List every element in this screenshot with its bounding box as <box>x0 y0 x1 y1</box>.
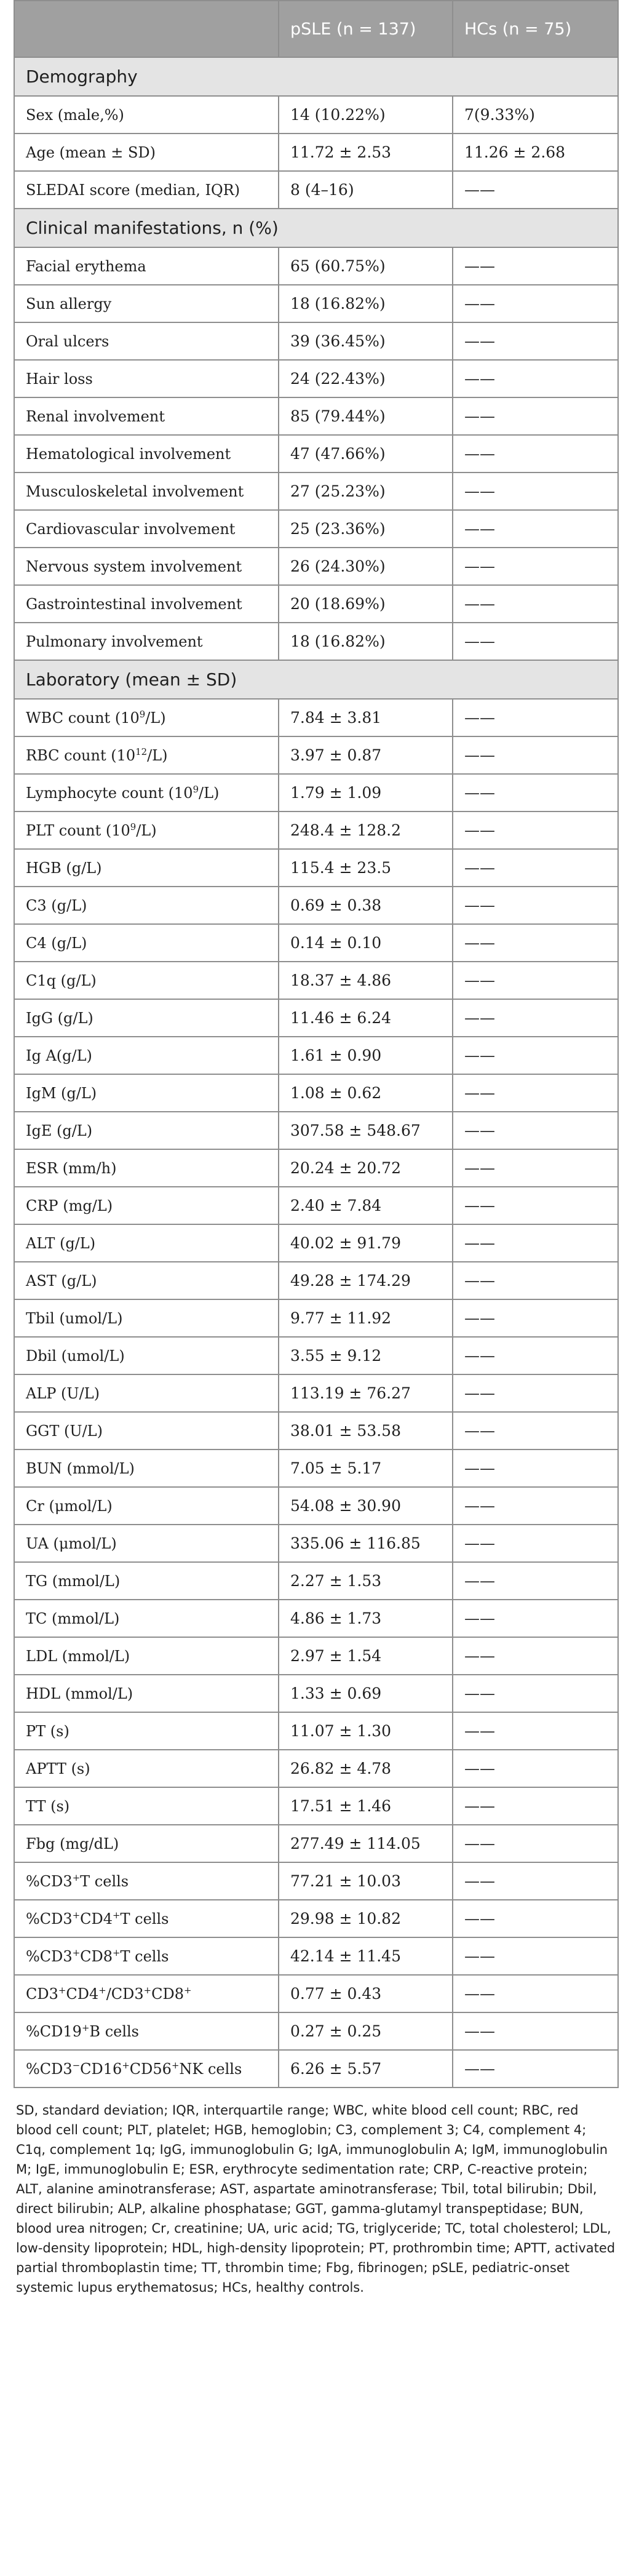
psle-value: 20.24 ± 20.72 <box>279 1149 453 1187</box>
table-row <box>14 585 618 623</box>
row-label: LDL (mmol/L) <box>14 1637 279 1675</box>
psle-value: 1.08 ± 0.62 <box>279 1074 453 1112</box>
psle-value: 3.97 ± 0.87 <box>279 736 453 774</box>
psle-value: 6.26 ± 5.57 <box>279 2050 453 2088</box>
hcs-value: —— <box>453 1825 618 1862</box>
table-row <box>14 1637 618 1675</box>
table-row <box>14 1862 618 1900</box>
hcs-value: —— <box>453 1224 618 1262</box>
hcs-value: —— <box>453 887 618 924</box>
row-label: IgG (g/L) <box>14 999 279 1037</box>
psle-value: 7.05 ± 5.17 <box>279 1449 453 1487</box>
row-label: C1q (g/L) <box>14 962 279 999</box>
psle-value: 113.19 ± 76.27 <box>279 1374 453 1412</box>
table-row <box>14 1562 618 1600</box>
table-row <box>14 510 618 548</box>
row-label: Facial erythema <box>14 247 279 285</box>
row-label: Gastrointestinal involvement <box>14 585 279 623</box>
psle-value: 26 (24.30%) <box>279 548 453 585</box>
row-label: Pulmonary involvement <box>14 623 279 660</box>
psle-value: 14 (10.22%) <box>279 96 453 134</box>
table-row <box>14 1787 618 1825</box>
table-body <box>14 57 618 2088</box>
psle-value: 307.58 ± 548.67 <box>279 1112 453 1149</box>
row-label: ALP (U/L) <box>14 1374 279 1412</box>
hcs-value: —— <box>453 1299 618 1337</box>
table-row <box>14 811 618 849</box>
hcs-value: —— <box>453 1525 618 1562</box>
row-label: ALT (g/L) <box>14 1224 279 1262</box>
table-row <box>14 2050 618 2088</box>
hcs-value: —— <box>453 1112 618 1149</box>
table-header <box>14 1 618 57</box>
table-row <box>14 134 618 171</box>
hcs-value: —— <box>453 736 618 774</box>
section-row <box>14 57 618 96</box>
section-row <box>14 660 618 699</box>
table-row <box>14 1374 618 1412</box>
psle-value: 39 (36.45%) <box>279 322 453 360</box>
hcs-value: —— <box>453 548 618 585</box>
psle-value: 2.97 ± 1.54 <box>279 1637 453 1675</box>
hcs-value: —— <box>453 1862 618 1900</box>
hcs-value: —— <box>453 171 618 209</box>
psle-value: 1.61 ± 0.90 <box>279 1037 453 1074</box>
row-label: TC (mmol/L) <box>14 1600 279 1637</box>
psle-value: 54.08 ± 30.90 <box>279 1487 453 1525</box>
hcs-value: 7(9.33%) <box>453 96 618 134</box>
row-label: ESR (mm/h) <box>14 1149 279 1187</box>
table-row <box>14 849 618 887</box>
section-title: Demography <box>14 57 618 96</box>
hcs-value: —— <box>453 962 618 999</box>
row-label: Tbil (umol/L) <box>14 1299 279 1337</box>
table-row <box>14 397 618 435</box>
hcs-value: —— <box>453 849 618 887</box>
psle-value: 20 (18.69%) <box>279 585 453 623</box>
row-label: RBC count $(10^{12}/L)$ <box>14 736 279 774</box>
hcs-value: —— <box>453 1337 618 1374</box>
hcs-value: —— <box>453 1412 618 1449</box>
row-label: Age (mean ± SD) <box>14 134 279 171</box>
psle-value: 18 (16.82%) <box>279 623 453 660</box>
psle-value: 277.49 ± 114.05 <box>279 1825 453 1862</box>
psle-value: 25 (23.36%) <box>279 510 453 548</box>
table-row <box>14 623 618 660</box>
table-row <box>14 1600 618 1637</box>
psle-value: 26.82 ± 4.78 <box>279 1750 453 1787</box>
table-footnote: SD, standard deviation; IQR, interquartile range; WBC, white blood cell count; RBC, red blood cell count; PLT, platelet; HGB, hemoglobin; C3, complement 3; C4, complement 4; C1q, complement 1q; IgG, immunoglobulin G; IgA, immunoglobulin A; IgM, immunoglobulin M; IgE, immunoglobulin E; ESR, erythrocyte sedimentation rate; CRP, C-reactive protein; ALT, alanine aminotransferase; AST, aspartate aminotransferase; Tbil, total bilirubin; Dbil, direct bilirubin; ALP, alkaline phosphatase; GGT, gamma-glutamyl transpeptidase; BUN, blood urea nitrogen; Cr, creatinine; UA, uric acid; TG, triglyceride; TC, total cholesterol; LDL, low-density lipoprotein; HDL, high-density lipoprotein; PT, prothrombin time; APTT, activated partial thromboplastin time; TT, thrombin time; Fbg, fibrinogen; pSLE, pediatric-onset systemic lupus erythematosus; HCs, healthy controls. <box>16 2103 616 2295</box>
row-label: Sex (male,%) <box>14 96 279 134</box>
psle-value: 85 (79.44%) <box>279 397 453 435</box>
table-row <box>14 322 618 360</box>
table-row <box>14 171 618 209</box>
psle-value: 24 (22.43%) <box>279 360 453 397</box>
psle-value: 65 (60.75%) <box>279 247 453 285</box>
psle-value: 17.51 ± 1.46 <box>279 1787 453 1825</box>
hcs-value: —— <box>453 360 618 397</box>
hcs-value: —— <box>453 774 618 811</box>
table-row <box>14 1449 618 1487</box>
row-label: Musculoskeletal involvement <box>14 473 279 510</box>
psle-value: 9.77 ± 11.92 <box>279 1299 453 1337</box>
section-title: Clinical manifestations, n (%) <box>14 209 618 247</box>
table-row <box>14 1299 618 1337</box>
row-label: C3 (g/L) <box>14 887 279 924</box>
table-row <box>14 1487 618 1525</box>
table-row <box>14 473 618 510</box>
row-label: Dbil (umol/L) <box>14 1337 279 1374</box>
row-label: BUN (mmol/L) <box>14 1449 279 1487</box>
table-row <box>14 247 618 285</box>
row-label: Hematological involvement <box>14 435 279 473</box>
hcs-value: —— <box>453 1787 618 1825</box>
row-label: CRP (mg/L) <box>14 1187 279 1224</box>
row-label: TG (mmol/L) <box>14 1562 279 1600</box>
table-row <box>14 360 618 397</box>
row-label: CD3+CD4+/CD3+CD8+ <box>14 1975 279 2012</box>
psle-value: 11.07 ± 1.30 <box>279 1712 453 1750</box>
row-label: IgE (g/L) <box>14 1112 279 1149</box>
hcs-value: —— <box>453 510 618 548</box>
table-row <box>14 774 618 811</box>
table-row <box>14 1525 618 1562</box>
row-label: UA (μmol/L) <box>14 1525 279 1562</box>
psle-value: 18 (16.82%) <box>279 285 453 322</box>
hcs-value: —— <box>453 473 618 510</box>
row-label: HGB (g/L) <box>14 849 279 887</box>
table-row <box>14 1900 618 1937</box>
hcs-value: —— <box>453 285 618 322</box>
row-label: %CD3+CD8+T cells <box>14 1937 279 1975</box>
hcs-value: —— <box>453 1562 618 1600</box>
psle-value: 49.28 ± 174.29 <box>279 1262 453 1299</box>
psle-value: 47 (47.66%) <box>279 435 453 473</box>
hcs-value: —— <box>453 1487 618 1525</box>
psle-value: 11.72 ± 2.53 <box>279 134 453 171</box>
hcs-value: —— <box>453 247 618 285</box>
table-row <box>14 1712 618 1750</box>
table-row <box>14 924 618 962</box>
psle-value: 40.02 ± 91.79 <box>279 1224 453 1262</box>
characteristics-table <box>14 0 619 2088</box>
psle-value: 3.55 ± 9.12 <box>279 1337 453 1374</box>
hcs-value: —— <box>453 1900 618 1937</box>
hcs-value: —— <box>453 1937 618 1975</box>
psle-value: 42.14 ± 11.45 <box>279 1937 453 1975</box>
hcs-value: —— <box>453 1262 618 1299</box>
table-row <box>14 1937 618 1975</box>
row-label: IgM (g/L) <box>14 1074 279 1112</box>
row-label: %CD19+B cells <box>14 2012 279 2050</box>
psle-value: 0.14 ± 0.10 <box>279 924 453 962</box>
table-row <box>14 1750 618 1787</box>
table-row <box>14 1825 618 1862</box>
table-row <box>14 2012 618 2050</box>
hcs-value: —— <box>453 397 618 435</box>
row-label: Nervous system involvement <box>14 548 279 585</box>
row-label: AST (g/L) <box>14 1262 279 1299</box>
psle-value: 18.37 ± 4.86 <box>279 962 453 999</box>
table-row <box>14 999 618 1037</box>
table-row <box>14 1149 618 1187</box>
psle-value: 0.77 ± 0.43 <box>279 1975 453 2012</box>
table-row <box>14 1412 618 1449</box>
table-row <box>14 1975 618 2012</box>
hcs-value: —— <box>453 1712 618 1750</box>
hcs-value: —— <box>453 1975 618 2012</box>
psle-value: 27 (25.23%) <box>279 473 453 510</box>
table-row <box>14 548 618 585</box>
hcs-value: —— <box>453 1074 618 1112</box>
row-label: GGT (U/L) <box>14 1412 279 1449</box>
row-label: HDL (mmol/L) <box>14 1675 279 1712</box>
table-row <box>14 1262 618 1299</box>
psle-value: 77.21 ± 10.03 <box>279 1862 453 1900</box>
psle-value: 1.79 ± 1.09 <box>279 774 453 811</box>
psle-value: 1.33 ± 0.69 <box>279 1675 453 1712</box>
hcs-value: —— <box>453 2012 618 2050</box>
hcs-value: —— <box>453 999 618 1037</box>
hcs-value: —— <box>453 1187 618 1224</box>
table-row <box>14 1675 618 1712</box>
psle-value: 4.86 ± 1.73 <box>279 1600 453 1637</box>
psle-value: 115.4 ± 23.5 <box>279 849 453 887</box>
row-label: SLEDAI score (median, IQR) <box>14 171 279 209</box>
table-row <box>14 285 618 322</box>
row-label: C4 (g/L) <box>14 924 279 962</box>
hcs-value: —— <box>453 435 618 473</box>
header-hcs: HCs (n = 75) <box>453 1 618 57</box>
row-label: TT (s) <box>14 1787 279 1825</box>
table-row <box>14 435 618 473</box>
row-label: Oral ulcers <box>14 322 279 360</box>
hcs-value: 11.26 ± 2.68 <box>453 134 618 171</box>
header-row <box>14 1 618 57</box>
table-row <box>14 887 618 924</box>
hcs-value: —— <box>453 322 618 360</box>
table-row <box>14 96 618 134</box>
psle-value: 7.84 ± 3.81 <box>279 699 453 736</box>
hcs-value: —— <box>453 1637 618 1675</box>
table-row <box>14 1224 618 1262</box>
row-label: Lymphocyte count $(10^9/L)$ <box>14 774 279 811</box>
psle-value: 2.40 ± 7.84 <box>279 1187 453 1224</box>
table-row <box>14 1112 618 1149</box>
row-label: %CD3+T cells <box>14 1862 279 1900</box>
hcs-value: —— <box>453 2050 618 2088</box>
row-label: Renal involvement <box>14 397 279 435</box>
table-row <box>14 962 618 999</box>
row-label: WBC count $(10^9/L)$ <box>14 699 279 736</box>
row-label: %CD3−CD16+CD56+NK cells <box>14 2050 279 2088</box>
psle-value: 0.69 ± 0.38 <box>279 887 453 924</box>
psle-value: 0.27 ± 0.25 <box>279 2012 453 2050</box>
row-label: Fbg (mg/dL) <box>14 1825 279 1862</box>
hcs-value: —— <box>453 1037 618 1074</box>
hcs-value: —— <box>453 1449 618 1487</box>
hcs-value: —— <box>453 1374 618 1412</box>
header-blank <box>14 1 279 57</box>
hcs-value: —— <box>453 699 618 736</box>
row-label: PT (s) <box>14 1712 279 1750</box>
row-label: PLT count $(10^9/L)$ <box>14 811 279 849</box>
row-label: Cr (μmol/L) <box>14 1487 279 1525</box>
row-label: %CD3+CD4+T cells <box>14 1900 279 1937</box>
psle-value: 2.27 ± 1.53 <box>279 1562 453 1600</box>
hcs-value: —— <box>453 623 618 660</box>
hcs-value: —— <box>453 1600 618 1637</box>
row-label: Sun allergy <box>14 285 279 322</box>
row-label: APTT (s) <box>14 1750 279 1787</box>
hcs-value: —— <box>453 1149 618 1187</box>
row-label: Cardiovascular involvement <box>14 510 279 548</box>
table-row <box>14 699 618 736</box>
psle-value: 11.46 ± 6.24 <box>279 999 453 1037</box>
header-psle: pSLE (n = 137) <box>279 1 453 57</box>
row-label: Hair loss <box>14 360 279 397</box>
table-row <box>14 736 618 774</box>
hcs-value: —— <box>453 1750 618 1787</box>
table-row <box>14 1187 618 1224</box>
section-title: Laboratory (mean ± SD) <box>14 660 618 699</box>
hcs-value: —— <box>453 924 618 962</box>
row-label: Ig A(g/L) <box>14 1037 279 1074</box>
table-row <box>14 1337 618 1374</box>
psle-value: 29.98 ± 10.82 <box>279 1900 453 1937</box>
hcs-value: —— <box>453 811 618 849</box>
psle-value: 335.06 ± 116.85 <box>279 1525 453 1562</box>
table-row <box>14 1074 618 1112</box>
section-row <box>14 209 618 247</box>
psle-value: 8 (4–16) <box>279 171 453 209</box>
hcs-value: —— <box>453 1675 618 1712</box>
hcs-value: —— <box>453 585 618 623</box>
psle-value: 248.4 ± 128.2 <box>279 811 453 849</box>
table-row <box>14 1037 618 1074</box>
psle-value: 38.01 ± 53.58 <box>279 1412 453 1449</box>
